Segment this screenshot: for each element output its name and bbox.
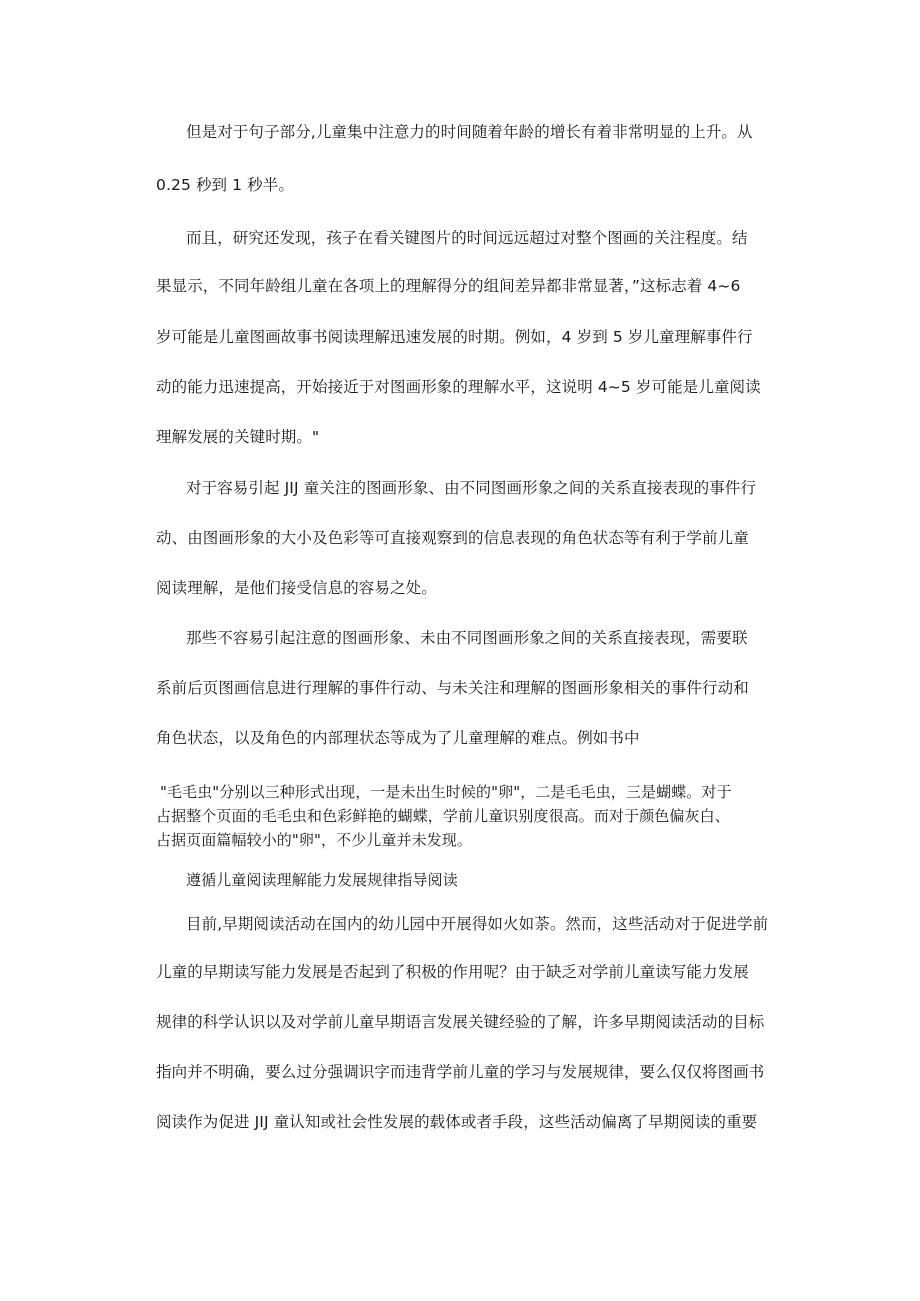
text-line: "毛毛虫"分别以三种形式出现，一是未出生时候的"卵"，二是毛毛虫，三是蝴蝶。对于 [160,783,732,801]
text-line: 对于容易引起 JIJ 童关注的图画形象、由不同图画形象之间的关系直接表现的事件行 [186,479,757,497]
text-line: 角色状态，以及角色的内部理状态等成为了儿童理解的难点。例如书中 [156,729,640,747]
text-line: 占据整个页面的毛毛虫和色彩鲜艳的蝴蝶，学前儿童识别度很高。而对于颜色偏灰白、 [156,807,730,825]
text-line: 岁可能是儿童图画故事书阅读理解迅速发展的时期。例如，4 岁到 5 岁儿童理解事件行 [156,328,753,346]
text-line: 规律的科学认识以及对学前儿童早期语言发展关键经验的了解，许多早期阅读活动的目标 [156,1013,765,1031]
text-line: 阅读理解，是他们接受信息的容易之处。 [156,579,437,597]
text-line: 而且，研究还发现，孩子在看关键图片的时间远远超过对整个图画的关注程度。结 [186,229,748,247]
text-line: 动、由图画形象的大小及色彩等可直接观察到的信息表现的角色状态等有利于学前儿童 [156,529,749,547]
text-line: 0.25 秒到 1 秒半。 [156,176,294,194]
text-line: 系前后页图画信息进行理解的事件行动、与未关注和理解的图画形象相关的事件行动和 [156,679,749,697]
text-line: 果显示，不同年龄组儿童在各项上的理解得分的组间差异都非常显著，”这标志着 4~6 [156,277,741,295]
text-line: 那些不容易引起注意的图画形象、未由不同图画形象之间的关系直接表现，需要联 [186,629,748,647]
text-line: 目前,早期阅读活动在国内的幼儿园中开展得如火如荼。然而，这些活动对于促进学前 [186,915,769,933]
text-line: 但是对于句子部分,儿童集中注意力的时间随着年龄的增长有着非常明显的上升。从 [186,123,753,141]
text-line: 理解发展的关键时期。" [156,428,320,446]
text-line: 儿童的早期读写能力发展是否起到了积极的作用呢？由于缺乏对学前儿童读写能力发展 [156,963,749,981]
text-line: 动的能力迅速提高，开始接近于对图画形象的理解水平，这说明 4~5 岁可能是儿童阅读 [156,378,761,396]
section-heading: 遵循儿童阅读理解能力发展规律指导阅读 [186,871,458,889]
text-line: 占据页面篇幅较小的"卵"，不少儿童并未发现。 [156,831,473,849]
text-line: 指向并不明确，要么过分强调识字而违背学前儿童的学习与发展规律，要么仅仅将图画书 [156,1063,765,1081]
text-line: 阅读作为促进 JIJ 童认知或社会性发展的载体或者手段，这些活动偏离了早期阅读的重要 [156,1113,758,1131]
